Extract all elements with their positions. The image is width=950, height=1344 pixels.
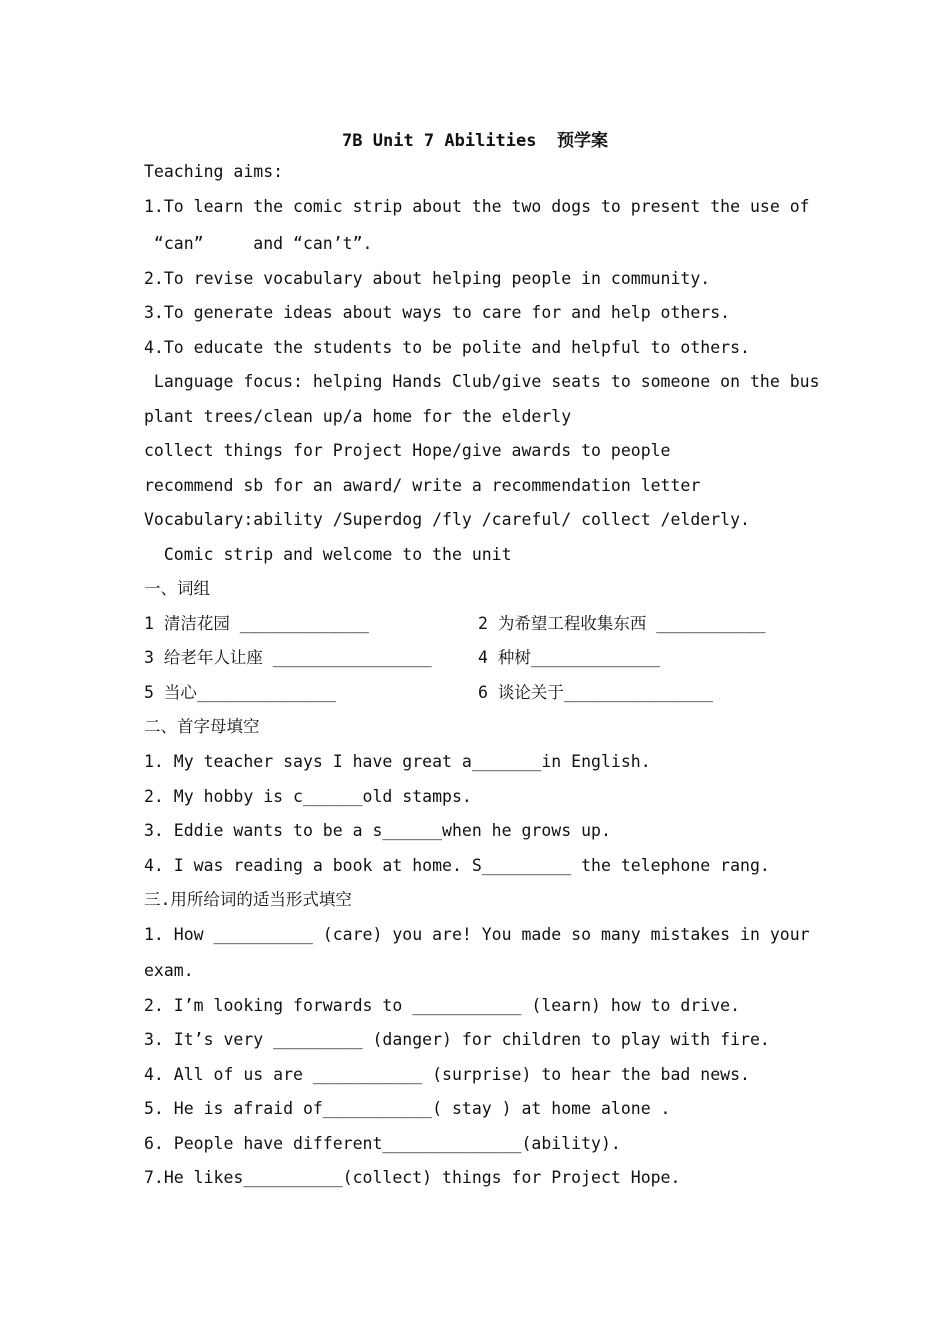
aim-line: “can” and “can’t”. bbox=[144, 234, 373, 253]
aim-line: 3.To generate ideas about ways to care for and help others. bbox=[144, 303, 731, 322]
section3-heading: 三.用所给词的适当形式填空 bbox=[144, 890, 352, 909]
aim-line: 1.To learn the comic strip about the two dogs to present the use of bbox=[144, 197, 810, 216]
word-form-item: 7.He likes__________(collect) things for Project Hope. bbox=[144, 1168, 681, 1187]
initial-letter-item: 1. My teacher says I have great a_______in English. bbox=[144, 752, 651, 771]
initial-letter-item: 4. I was reading a book at home. S_________ the telephone rang. bbox=[144, 856, 770, 875]
initial-letter-item: 3. Eddie wants to be a s______when he grows up. bbox=[144, 821, 611, 840]
phrase-item: 2 为希望工程收集东西 ___________ bbox=[478, 614, 766, 633]
language-focus-line: Language focus: helping Hands Club/give seats to someone on the bus bbox=[144, 372, 820, 391]
page-title: 7B Unit 7 Abilities 预学案 bbox=[342, 131, 608, 151]
initial-letter-item: 2. My hobby is c______old stamps. bbox=[144, 787, 472, 806]
phrase-item: 5 当心______________ bbox=[144, 683, 336, 702]
comic-strip-line: Comic strip and welcome to the unit bbox=[144, 545, 512, 564]
vocabulary-line: Vocabulary:ability /Superdog /fly /careful/ collect /elderly. bbox=[144, 510, 750, 529]
language-focus-line: collect things for Project Hope/give awards to people bbox=[144, 441, 671, 460]
word-form-item: 2. I’m looking forwards to ___________ (learn) how to drive. bbox=[144, 996, 741, 1015]
language-focus-line: recommend sb for an award/ write a recommendation letter bbox=[144, 476, 701, 495]
word-form-item: 5. He is afraid of___________( stay ) at home alone . bbox=[144, 1099, 671, 1118]
section1-heading: 一、词组 bbox=[144, 579, 210, 598]
word-form-item: 4. All of us are ___________ (surprise) to hear the bad news. bbox=[144, 1065, 750, 1084]
phrase-item: 6 谈论关于_______________ bbox=[478, 683, 713, 702]
aim-line: 2.To revise vocabulary about helping people in community. bbox=[144, 269, 711, 288]
phrase-item: 1 清洁花园 _____________ bbox=[144, 614, 369, 633]
word-form-item: 6. People have different______________(ability). bbox=[144, 1134, 621, 1153]
word-form-item: exam. bbox=[144, 961, 194, 980]
phrase-item: 4 种树_____________ bbox=[478, 648, 661, 667]
aims-heading: Teaching aims: bbox=[144, 162, 284, 181]
aim-line: 4.To educate the students to be polite and helpful to others. bbox=[144, 338, 750, 357]
phrase-item: 3 给老年人让座 ________________ bbox=[144, 648, 432, 667]
word-form-item: 1. How __________ (care) you are! You made so many mistakes in your bbox=[144, 925, 810, 944]
language-focus-line: plant trees/clean up/a home for the elderly bbox=[144, 407, 572, 426]
word-form-item: 3. It’s very _________ (danger) for children to play with fire. bbox=[144, 1030, 770, 1049]
section2-heading: 二、首字母填空 bbox=[144, 717, 260, 736]
